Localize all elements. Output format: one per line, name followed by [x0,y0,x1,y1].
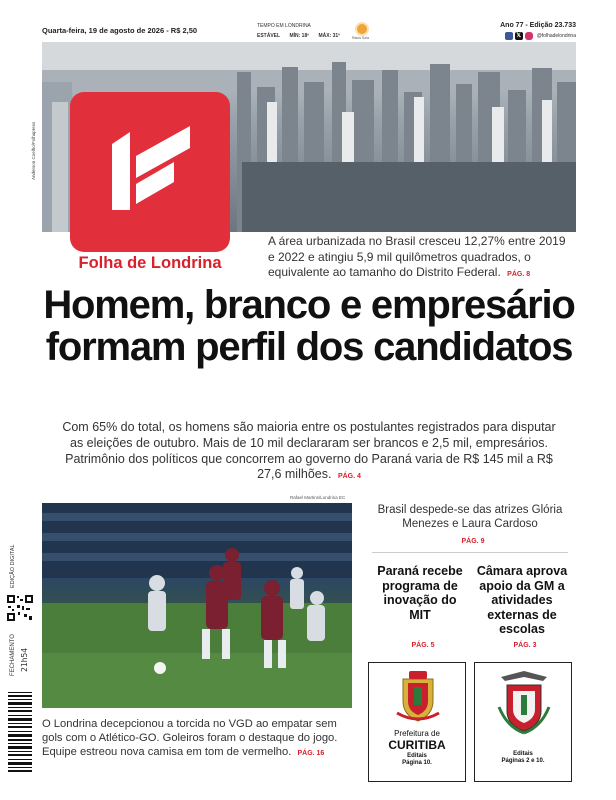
sport-photo [42,503,352,708]
top-bar [42,22,576,44]
main-headline[interactable]: Homem, branco e empresário formam perfil dos candidatos [43,283,575,369]
hero-caption-text: A área urbanizada no Brasil cresceu 12,27% entre 2019 e 2022 e atingiu 5,9 mil quilômetros quadrados, o equivalente ao tamanho do Distrito Federal. [268,234,566,279]
x-icon[interactable]: 𝕏 [516,33,522,39]
closing-label: FECHAMENTO [10,634,16,676]
sport-photo-credit: Rafael Martins/Londrina EC [290,495,346,500]
mit-headline[interactable]: Paraná recebe programa de inovação do MIT [377,564,463,622]
weather-title: TEMPO EM LONDRINA [257,23,311,29]
curitiba-name: CURITIBA [388,738,446,752]
camara-page-ref[interactable]: PÁG. 3 [513,642,537,649]
parana-pages: Páginas 2 e 10. [501,758,545,764]
weather-max: MÁX: 31º [318,33,341,39]
main-lede [62,420,556,485]
weather-box [257,23,367,43]
curitiba-editais: Editais [407,753,427,759]
weather-state: ESTÁVEL [257,33,281,39]
curitiba-notice[interactable] [368,662,466,782]
date-price: Quarta-feira, 19 de agosto de 2026 - R$ 2,50 [42,26,198,35]
obituary-teaser[interactable]: Brasil despede-se das atrizes Glória Menezes e Laura Cardoso [377,504,563,530]
parana-editais: Editais [513,751,533,757]
barcode-icon [6,690,34,776]
closing-time: 21h54 [20,647,29,672]
social-links [505,32,576,40]
parana-notice[interactable] [474,662,572,782]
mit-page-ref[interactable]: PÁG. 5 [411,642,435,649]
social-handle: @folhadelondrina [536,33,576,39]
camara-headline[interactable]: Câmara aprova apoio da GM a atividades externas de escolas [476,564,568,636]
sun-icon [357,24,367,34]
folha-logo-icon [112,126,190,216]
sport-page-ref[interactable]: PÁG. 16 [297,749,325,757]
curitiba-page: Página 10. [402,760,432,766]
parana-coat-of-arms-icon [497,671,551,735]
qr-code-icon[interactable] [6,594,34,622]
weather-sun-label: Raios Sola [352,36,369,40]
digital-edition-label: EDIÇÃO DIGITAL [10,544,16,588]
hero-page-ref[interactable]: PÁG. 8 [507,271,531,278]
curitiba-coat-of-arms-icon [395,669,441,723]
obituary-page-ref[interactable]: PÁG. 9 [461,538,485,545]
main-lede-text: Com 65% do total, os homens são maioria entre os postulantes registrados para disputar as eleições de outubro. Mais de 10 mil declararam ser brancos e 2,5 mil, empresários. Patrimônio dos políticos que concorrem ao governo do Paraná varia de R$ 145 mil a R$ 27,6 milhões. [62,420,556,482]
main-page-ref[interactable]: PÁG. 4 [337,473,361,481]
facebook-icon[interactable] [505,32,513,40]
divider [372,552,568,553]
hero-caption [268,234,568,283]
weather-min: MÍN: 18º [289,33,310,39]
weather-row [257,33,348,39]
hero-photo-credit: Anderson Coelho/Folhapress [31,121,36,180]
edition-number: Ano 77 - Edição 23.733 [500,22,576,29]
instagram-icon[interactable] [525,32,533,40]
masthead-name: Folha de Londrina [78,254,222,272]
sport-caption-text: O Londrina decepcionou a torcida no VGD ao empatar sem gols com o Atlético-GO. Goleiros foram o destaque do jogo. Equipe estreou nova camisa em tom de vermelho. [42,718,338,758]
curitiba-pre: Prefeitura de [394,729,440,738]
sport-caption [42,718,352,760]
